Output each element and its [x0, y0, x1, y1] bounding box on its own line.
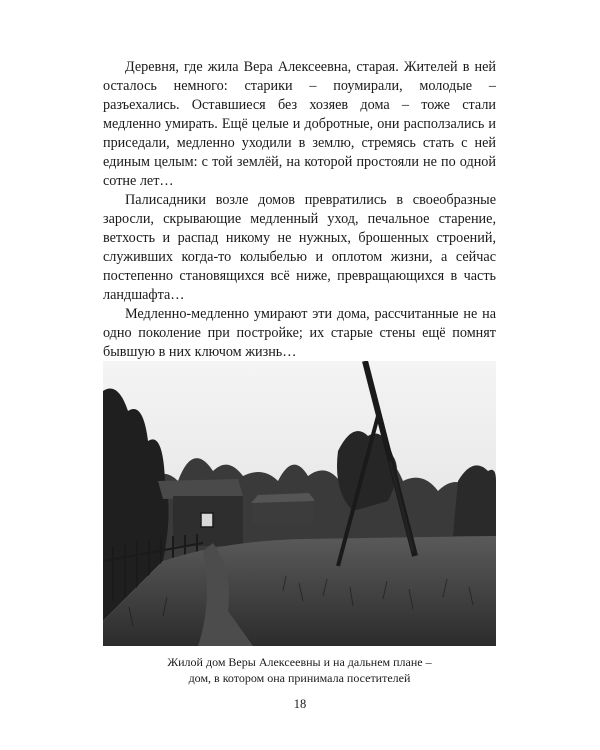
photo-caption	[103, 654, 496, 686]
caption-line-1: Жилой дом Веры Алексеевны и на дальнем плане –	[167, 655, 432, 669]
paragraph-1: Деревня, где жила Вера Алексеевна, старая. Жителей в ней осталось немного: старики – поумирали, молодые – разъехались. Оставшиеся без хозяев дома – тоже стали медленно умирать. Ещё целые и добротные, они расползались и приседали, медленно уходили в землю, стремясь стать с ней единым целым: с той землёй, на которой простояли не по одной сотне лет…	[103, 59, 496, 189]
page-number: 18	[293, 697, 307, 711]
village-photo	[103, 361, 496, 646]
paragraph-2: Палисадники возле домов превратились в своеобразные заросли, скрывающие медленный уход, печальное старение, ветхость и распад никому не нужных, брошенных строений, служивших когда-то колыбелью и оплотом жизни, а сейчас постепенно становящихся всё ниже, превращающихся в часть ландшафта…	[103, 192, 496, 303]
body-text	[103, 58, 496, 400]
paragraph-3: Медленно-медленно умирают эти дома, рассчитанные не на одно поколение при постройке; их старые стены ещё помнят бывшую в них ключом жизнь…	[103, 306, 496, 360]
caption-line-2: дом, в котором она принимала посетителей	[188, 671, 411, 685]
